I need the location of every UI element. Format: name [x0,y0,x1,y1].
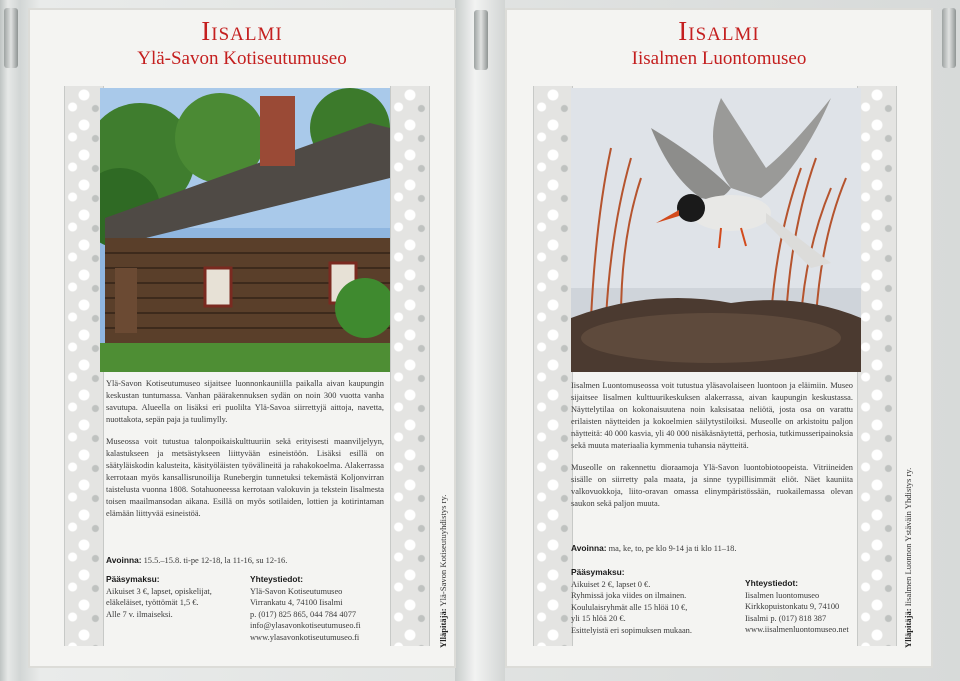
left-contact-line: Virrankatu 4, 74100 Iisalmi [250,598,343,607]
left-contact-title: Yhteystiedot: [250,574,304,584]
left-description [106,378,384,530]
right-opening-hours [571,543,861,555]
right-description [571,380,853,520]
left-second-paragraph: Museossa voit tutustua talonpoikaiskulttuuriin sekä erityisesti maanviljelyyn, kalastukseen ja metsästykseen liittyvään esineistöön. Lisäksi esillä on säätyläiskodin kalusteita, käsityöläisten työvälineitä ja rahakokoelma. Alakerrassa kerrotaan myös kansallisrunoilija Runebergin tunnetuksi tekemästä Koljonvirran taistelusta vuonna 1808. Sotahuoneessa kerrotaan valokuvin ja tekstein Iisalmesta toisen maailmansodan aikana. Esillä on myös sotilaiden, lottien ja kotirintaman elämään liittyvää esineistöä. [106,437,384,518]
right-hours-label: Avoinna: [571,543,607,553]
right-fee-line: Koululaisryhmät alle 15 hlöä 10 €, [571,602,688,612]
left-fee-line: eläkeläiset, työttömät 1,5 €. [106,598,199,607]
right-fee-line: Aikuiset 2 €, lapset 0 €. [571,579,651,589]
left-hours-value: 15.5.–15.8. ti-pe 12-18, la 11-16, su 12-16. [143,556,288,565]
right-contact-line: Iisalmi p. (017) 818 387 [745,613,827,623]
left-intro-paragraph: Ylä-Savon Kotiseutumuseo sijaitsee luonnonkauniilla paikalla aivan kaupungin keskustan tuntumassa. Vanhan päärakennuksen sydän on noin 300 vuotta vanha savutupa. Alueella on lisäksi eri puolilta Ylä-Savoa siirrettyjä aittoja, navetta, nuottakota, sepän paja ja tuulimylly. [106,379,384,424]
right-intro-paragraph: Iisalmen Luontomuseossa voit tutustua yläsavolaiseen luontoon ja eläimiin. Museo sijaitsee Iisalmen kulttuurikeskuksen alakerrassa, aivan kaupungin keskustassa. Näyttelytilaa on kokonaisuutena noin kaksisataa neliötä, josta osa on varattu erilaisten näytteiden ja kokoelmien säilytystiloiksi. Museolle on arkistoitu paljon näytteitä: 40 000 kasvia, yli 40 000 nisäkäsnäytettä, perhosia, tutkimusseripainoksia sekä muuta materiaalia kymmenia tuhansia näytteitä. [571,381,853,450]
left-contact-line: p. (017) 825 865, 044 784 4077 [250,609,357,619]
right-fees [571,567,741,636]
right-maintainer-value: Iisalmen Luonnon Ystäväin Yhdistys ry. [903,467,913,607]
right-maintainer-label: Ylläpitäjä: [903,608,913,648]
right-fee-title: Pääsymaksu: [571,567,625,577]
hinge-icon [4,8,18,68]
right-contact [745,578,885,636]
lace-curtain-left [533,86,573,646]
left-fee-line: Alle 7 v. ilmaiseksi. [106,609,173,619]
right-city-title: Iisalmi [678,16,760,46]
right-website[interactable]: www.iisalmenluontomuseo.net [745,625,849,634]
hinge-icon [942,8,956,68]
right-fee-line: Ryhmissä joka viides on ilmainen. [571,591,687,600]
log-house-photo [100,88,390,372]
right-museum-panel [505,8,933,668]
right-hours-value: ma, ke, to, pe klo 9-14 ja ti klo 11–18. [608,544,737,553]
left-maintainer-label: Ylläpitäjä: [438,608,448,648]
left-contact [250,574,390,643]
right-second-paragraph: Museolle on rakennettu dioraamoja Ylä-Savon luontobiotoopeista. Vitriineiden sisälle on siirretty pala maata, ja sinne tyypillisimmät eliöt. Näet kauniita valkovuokkoja, liito-oravan omassa elinympäristössään, ruokailemassa olevan saukon sekä paljon muuta. [571,463,853,508]
tern-diorama-photo [571,88,861,372]
right-maintainer [903,468,913,648]
right-contact-line: Kirkkopuistonkatu 9, 74100 [745,602,840,611]
right-contact-title: Yhteystiedot: [745,578,799,588]
left-contact-line: Ylä-Savon Kotiseutumuseo [250,586,343,596]
left-city-title: Iisalmi [201,16,283,46]
left-museum-panel [28,8,456,668]
right-museum-name: Iisalmen Luontomuseo [631,48,807,69]
lace-curtain-right [390,86,430,646]
left-maintainer-value: Ylä-Savon Kotiseutuyhdistys ry. [438,494,448,607]
lace-curtain-left [64,86,104,646]
left-opening-hours [106,555,396,567]
left-museum-name: Ylä-Savon Kotiseutumuseo [137,48,347,69]
right-fee-line: Esittelyistä eri sopimuksen mukaan. [571,625,692,635]
left-fee-title: Pääsymaksu: [106,574,160,584]
right-contact-line: Iisalmen luontomuseo [745,590,820,600]
window-mullion [455,0,505,681]
right-fee-line: yli 15 hlöä 20 €. [571,614,626,623]
hinge-icon [474,10,488,70]
left-fees [106,574,246,620]
left-maintainer [438,495,448,648]
lace-curtain-right [857,86,897,646]
left-website[interactable]: www.ylasavonkotiseutumuseo.fi [250,632,360,642]
left-email[interactable]: info@ylasavonkotiseutumuseo.fi [250,621,361,630]
left-fee-line: Aikuiset 3 €, lapset, opiskelijat, [106,586,212,596]
left-hours-label: Avoinna: [106,555,142,565]
